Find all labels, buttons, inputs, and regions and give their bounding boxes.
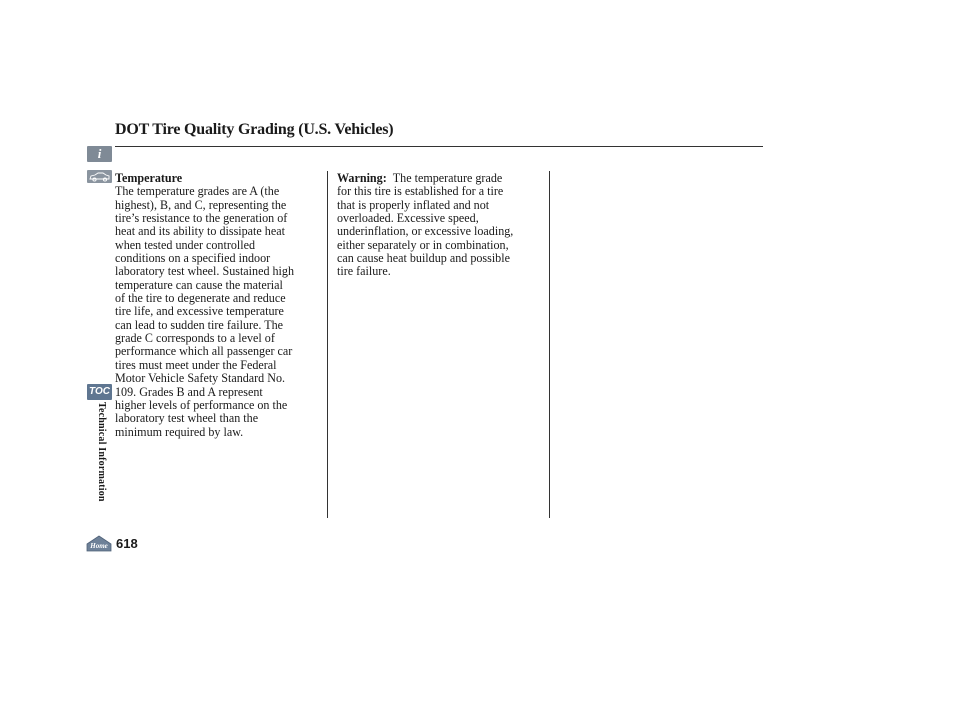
column-divider-right (549, 171, 550, 518)
body-line: temperature can cause the material (115, 277, 283, 292)
page-title: DOT Tire Quality Grading (U.S. Vehicles) (115, 121, 394, 138)
body-line: grade C corresponds to a level of (115, 331, 275, 346)
body-line: tires must meet under the Federal (115, 357, 277, 372)
warning-line: either separately or in combination, (337, 237, 509, 252)
body-line: of the tire to degenerate and reduce (115, 291, 286, 306)
temperature-section (115, 172, 323, 439)
body-line: minimum required by law. (115, 424, 244, 439)
warning-first-line (337, 172, 543, 185)
home-label: Home (90, 542, 108, 550)
section-heading: Temperature (115, 171, 183, 185)
toc-button[interactable] (87, 384, 112, 400)
section-tab-label: Technical Information (96, 402, 107, 502)
body-line: can lead to sudden tire failure. The (115, 317, 284, 332)
warning-line: overloaded. Excessive speed, (337, 211, 479, 226)
body-line: 109. Grades B and A represent (115, 384, 263, 399)
column-divider-left (327, 171, 328, 518)
warning-line: underinflation, or excessive loading, (337, 224, 514, 239)
title-divider (115, 146, 763, 147)
body-line: conditions on a specified indoor (115, 251, 271, 266)
info-glyph: i (97, 146, 102, 161)
warning-line: tire failure. (337, 264, 391, 279)
body-line: The temperature grades are A (the (115, 184, 280, 199)
home-icon (86, 534, 112, 552)
warning-line: for this tire is established for a tire (337, 184, 504, 199)
body-line: tire’s resistance to the generation of (115, 211, 288, 226)
body-line: laboratory test wheel than the (115, 411, 259, 426)
toc-label: TOC (89, 386, 110, 397)
body-line: when tested under controlled (115, 237, 256, 252)
body-line: highest), B, and C, representing the (115, 197, 287, 212)
warning-section (337, 172, 543, 279)
body-line: Motor Vehicle Safety Standard No. (115, 371, 286, 386)
warning-line: can cause heat buildup and possible (337, 251, 510, 266)
warning-line: that is properly inflated and not (337, 197, 490, 212)
home-button[interactable] (86, 534, 112, 552)
car-icon[interactable] (87, 170, 112, 183)
info-icon[interactable] (87, 146, 112, 162)
body-line: laboratory test wheel. Sustained high (115, 264, 295, 279)
body-line: tire life, and excessive temperature (115, 304, 284, 319)
car-silhouette-icon (87, 170, 112, 183)
body-line: heat and its ability to dissipate heat (115, 224, 285, 239)
body-line: performance which all passenger car (115, 344, 293, 359)
warning-text-start: The temperature grade (392, 171, 503, 185)
body-line: higher levels of performance on the (115, 397, 288, 412)
warning-label: Warning: (337, 171, 387, 185)
page-number: 618 (116, 536, 138, 551)
